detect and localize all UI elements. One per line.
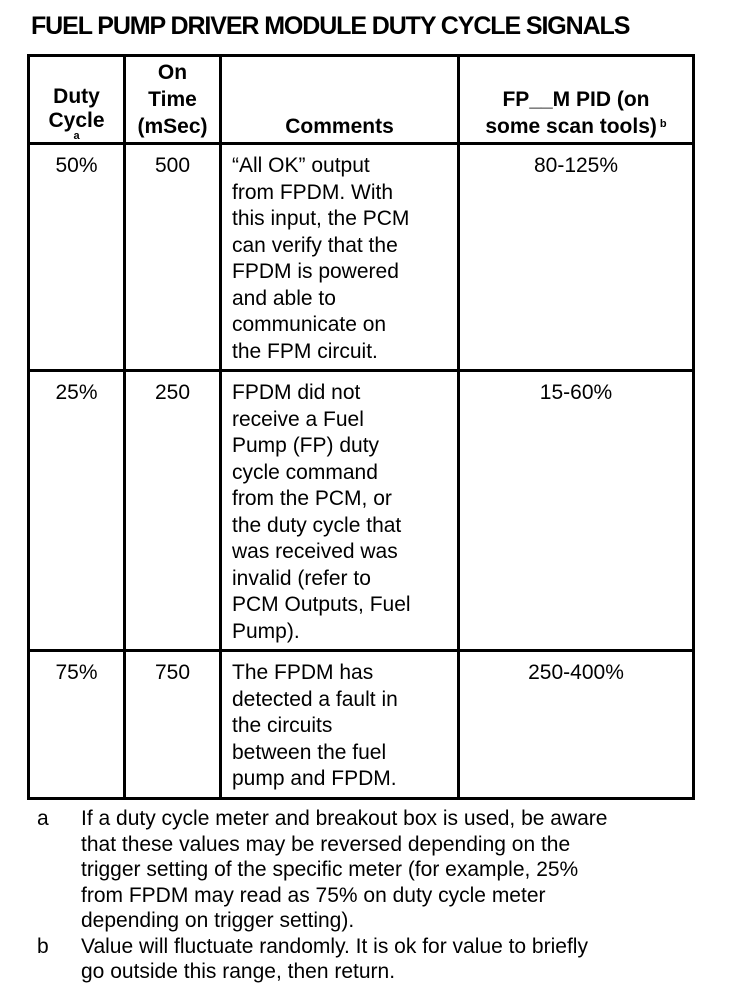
header-on-time-line: (mSec) <box>137 115 208 138</box>
footnote-text <box>81 934 588 985</box>
header-pid-line: FP__M PID (on <box>502 88 650 111</box>
header-duty-cycle <box>29 56 125 144</box>
comment-line: and able to <box>232 286 336 310</box>
pid-cell: 250-400% <box>459 651 694 799</box>
footnotes <box>37 806 737 985</box>
footnote-letter: b <box>37 934 49 958</box>
comment-line: The FPDM has <box>232 661 374 684</box>
footnote-line: If a duty cycle meter and breakout box is used, be aware <box>81 807 608 830</box>
comment-line: Pump (FP) duty <box>232 434 380 457</box>
header-comments: Comments <box>221 56 459 144</box>
footnote-line: depending on trigger setting). <box>81 909 355 932</box>
header-duty-cycle-line: Cycle <box>48 109 105 132</box>
comment-line: cycle command <box>232 460 378 484</box>
comment-line: from the PCM, or <box>232 487 392 510</box>
duty-cycle-table <box>27 54 695 800</box>
comment-cell <box>221 144 459 371</box>
comment-line: FPDM is powered <box>232 260 399 283</box>
header-on-time-line: On <box>157 61 188 84</box>
footnote-line: trigger setting of the specific meter (for example, 25% <box>81 858 579 881</box>
comment-line: this input, the PCM <box>232 207 410 230</box>
table-row <box>29 651 694 799</box>
comment-line: the circuits <box>232 714 333 737</box>
header-pid <box>459 56 694 144</box>
comment-line: pump and FPDM. <box>232 767 397 790</box>
comment-line: invalid (refer to <box>232 566 371 590</box>
footnote-marker-b: b <box>659 118 667 130</box>
footnote-a <box>37 806 737 934</box>
comment-line: detected a fault in <box>232 687 398 711</box>
duty-cycle-cell: 75% <box>29 651 125 799</box>
comment-line: FPDM did not <box>232 381 361 404</box>
comment-line: from FPDM. With <box>232 180 393 204</box>
comment-line: receive a Fuel <box>232 407 364 431</box>
footnote-marker-a: a <box>73 130 80 142</box>
header-on-time-line: Time <box>148 88 197 111</box>
comment-line: can verify that the <box>232 233 398 257</box>
header-pid-text: some scan tools) <box>485 115 657 138</box>
comment-line: between the fuel <box>232 740 387 764</box>
footnote-line: from FPDM may read as 75% on duty cycle meter <box>81 883 546 907</box>
footnote-b <box>37 934 737 985</box>
comment-line: Pump). <box>232 619 300 643</box>
pid-cell: 80-125% <box>459 144 694 371</box>
header-on-time <box>125 56 221 144</box>
comment-line: “All OK” output <box>232 154 370 177</box>
table-row <box>29 371 694 651</box>
header-pid-line <box>462 113 690 140</box>
comment-line: the duty cycle that <box>232 513 402 537</box>
comment-line: communicate on <box>232 313 387 336</box>
table-header-row <box>29 56 694 144</box>
duty-cycle-cell: 50% <box>29 144 125 371</box>
header-duty-cycle-line: Duty <box>53 85 100 108</box>
comment-line: the FPM circuit. <box>232 339 378 363</box>
footnote-line: that these values may be reversed depending on the <box>81 832 571 856</box>
on-time-cell: 500 <box>125 144 221 371</box>
comment-cell <box>221 651 459 799</box>
comment-cell <box>221 371 459 651</box>
duty-cycle-cell: 25% <box>29 371 125 651</box>
footnote-text <box>81 806 607 934</box>
on-time-cell: 750 <box>125 651 221 799</box>
footnote-letter: a <box>37 807 49 830</box>
comment-line: was received was <box>232 540 398 563</box>
document-title: FUEL PUMP DRIVER MODULE DUTY CYCLE SIGNALS <box>31 12 630 40</box>
table-row <box>29 144 694 371</box>
pid-cell: 15-60% <box>459 371 694 651</box>
comment-line: PCM Outputs, Fuel <box>232 593 411 616</box>
on-time-cell: 250 <box>125 371 221 651</box>
footnote-line: Value will fluctuate randomly. It is ok for value to briefly <box>81 934 588 958</box>
footnote-line: go outside this range, then return. <box>81 960 396 983</box>
